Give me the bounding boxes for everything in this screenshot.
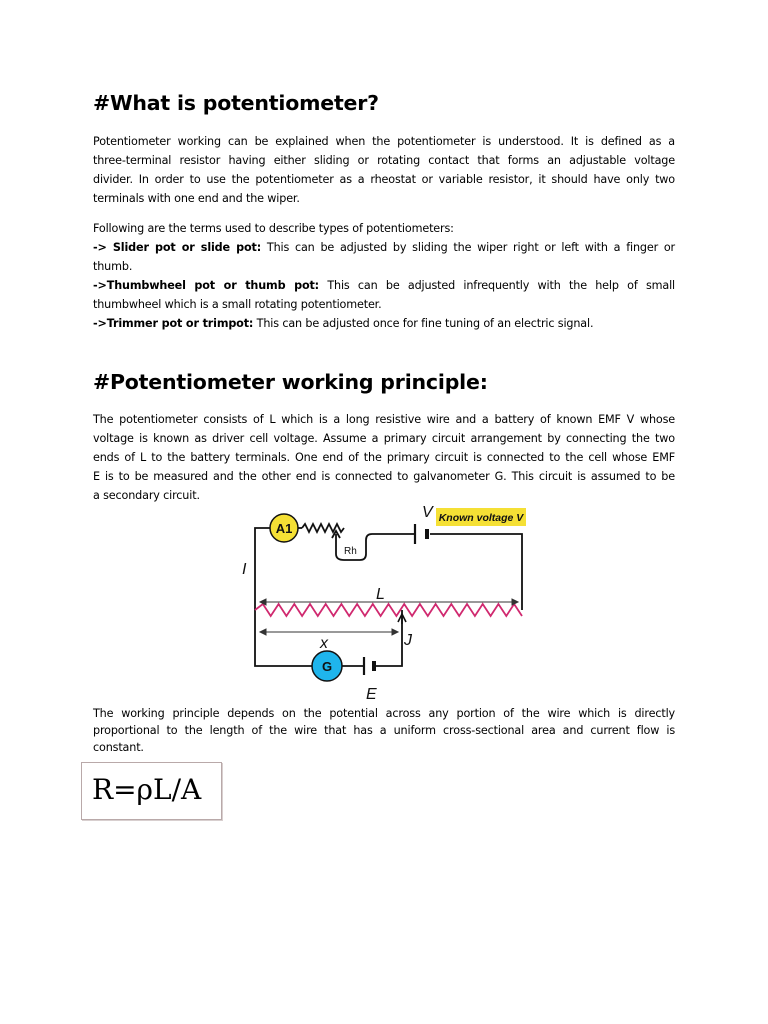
- list-item-thumbwheel-pot: [93, 276, 675, 295]
- term-trimmer-pot: ->Trimmer pot or trimpot:: [93, 317, 254, 330]
- galvanometer-label: G: [321, 659, 333, 674]
- text-line: Potentiometer working can be explained when the potentiometer is understood. It is defined as a: [93, 135, 675, 148]
- term-description: This can be adjusted by sliding the wiper right or left with a finger or: [261, 241, 676, 254]
- jockey-wire: [376, 610, 402, 666]
- principle-paragraph: [93, 410, 675, 505]
- definition-paragraph: [93, 132, 675, 208]
- proportionality-paragraph: [93, 705, 675, 756]
- jockey-label: J: [404, 632, 412, 649]
- list-item-slider-pot: [93, 238, 675, 257]
- text-line: divider. In order to use the potentiometer as a rheostat or variable resistor, it should have only two: [93, 173, 675, 186]
- list-item-trimmer-pot: [93, 314, 675, 333]
- term-description: This can be adjusted once for fine tuning of an electric signal.: [253, 317, 594, 330]
- voltage-symbol-label: V: [422, 504, 433, 521]
- lower-left-wire: [255, 610, 312, 666]
- text-line: terminals with one end and the wiper.: [93, 192, 300, 205]
- current-label: I: [242, 561, 247, 578]
- text-line: proportional to the length of the wire that has a uniform cross-sectional area and current flow is: [93, 724, 675, 737]
- section-heading-working-principle: #Potentiometer working principle:: [93, 370, 488, 394]
- emf-label: E: [366, 686, 377, 703]
- known-voltage-label: Known voltage V: [438, 512, 524, 524]
- emf-cell: [364, 657, 374, 675]
- potentiometer-circuit-diagram: [240, 498, 530, 706]
- term-slider-pot: -> Slider pot or slide pot:: [93, 241, 262, 254]
- text-line: Following are the terms used to describe types of potentiometers:: [93, 222, 454, 235]
- length-x-arrow: [260, 629, 398, 635]
- text-line: a secondary circuit.: [93, 489, 200, 502]
- term-thumbwheel-pot: ->Thumbwheel pot or thumb pot:: [93, 279, 320, 292]
- text-line: thumbwheel which is a small rotating potentiometer.: [93, 298, 382, 311]
- segment-length-label: x: [320, 635, 328, 652]
- resistance-formula: R=ρL/A: [92, 773, 202, 806]
- jockey-arrow: [398, 614, 406, 624]
- arrowhead-left: [260, 629, 266, 635]
- right-top-wire: [430, 534, 522, 610]
- resistance-formula-box: [81, 762, 222, 820]
- text-line: constant.: [93, 741, 144, 754]
- text-line: thumb.: [93, 260, 133, 273]
- section-heading-what-is-potentiometer: #What is potentiometer?: [93, 91, 379, 115]
- types-paragraph: [93, 219, 675, 333]
- driver-cell: [415, 524, 427, 544]
- ammeter-label: A1: [275, 521, 293, 536]
- rheostat-resistor: [302, 524, 344, 532]
- text-line: voltage is known as driver cell voltage. Assume a primary circuit arrangement by connecting the two: [93, 432, 675, 445]
- text-line: The potentiometer consists of L which is a long resistive wire and a battery of known EMF V whose: [93, 413, 675, 426]
- rheostat-label: Rh: [344, 546, 357, 557]
- arrowhead-right: [392, 629, 398, 635]
- term-description: This can be adjusted infrequently with the help of small: [319, 279, 676, 292]
- text-line: three-terminal resistor having either sliding or rotating contact that forms an adjustable voltage: [93, 154, 675, 167]
- resistive-wire-L: [255, 604, 522, 616]
- text-line: ends of L to the battery terminals. One end of the primary circuit is connected to the cell whose EMF: [93, 451, 675, 464]
- left-top-wire: [255, 528, 270, 610]
- text-line: E is to be measured and the other end is connected to galvanometer G. This circuit is assumed to be: [93, 470, 675, 483]
- wire-length-label: L: [376, 586, 385, 603]
- text-line: The working principle depends on the potential across any portion of the wire which is directly: [93, 707, 675, 720]
